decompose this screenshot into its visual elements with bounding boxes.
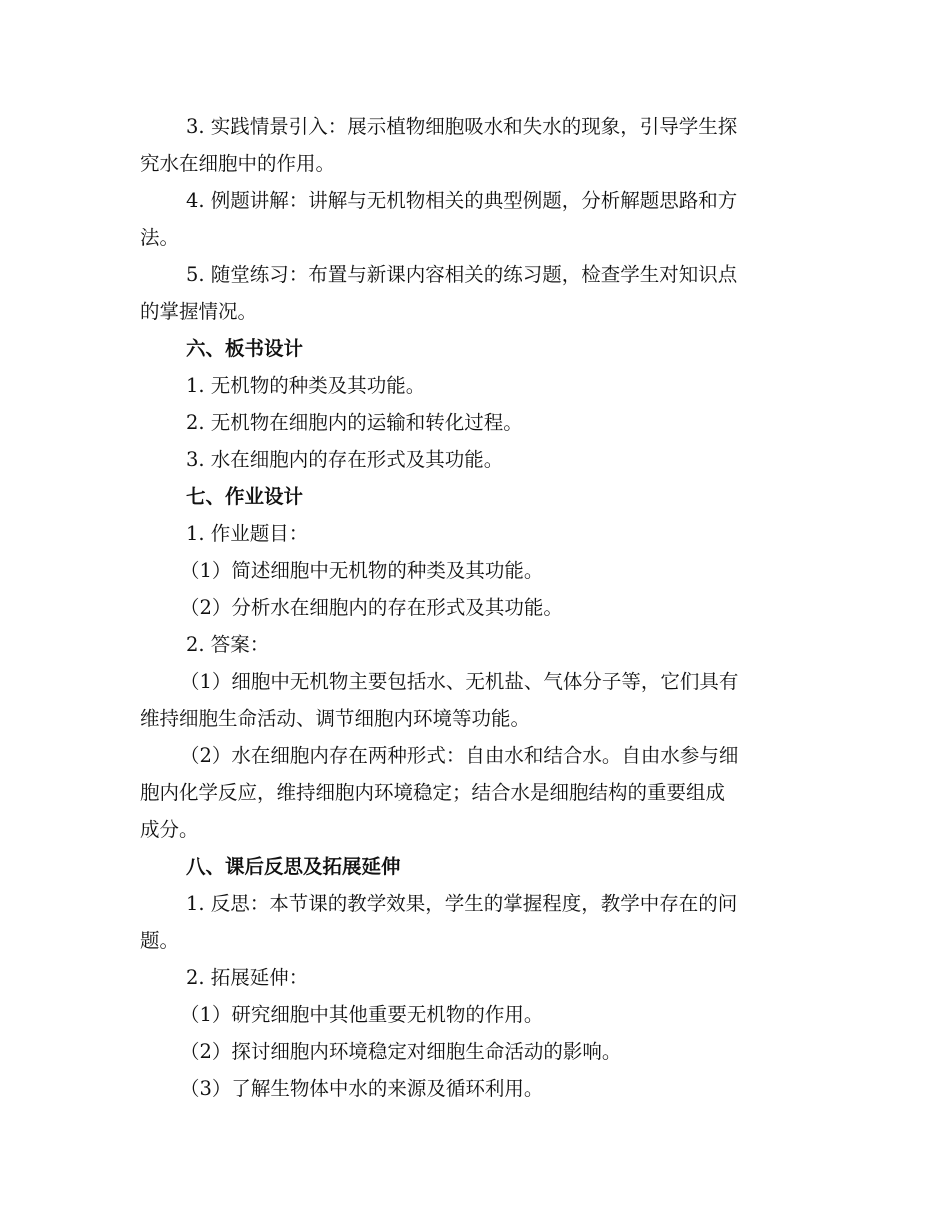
section-heading-board-design: 六、板书设计 bbox=[186, 337, 304, 360]
paragraph-example-explain: 4. 例题讲解：讲解与无机物相关的典型例题，分析解题思路和方 bbox=[186, 189, 738, 212]
homework-question-1: （1）简述细胞中无机物的种类及其功能。 bbox=[180, 559, 544, 582]
homework-question-2: （2）分析水在细胞内的存在形式及其功能。 bbox=[180, 596, 563, 619]
answer-1: （1）细胞中无机物主要包括水、无机盐、气体分子等，它们具有 bbox=[180, 670, 739, 693]
board-item-3: 3. 水在细胞内的存在形式及其功能。 bbox=[186, 448, 504, 471]
paragraph-example-explain-cont: 法。 bbox=[140, 226, 180, 249]
document-page bbox=[140, 108, 804, 1107]
paragraph-classroom-practice-cont: 的掌握情况。 bbox=[140, 300, 258, 323]
answer-2-cont-2: 成分。 bbox=[140, 818, 199, 841]
reflection-item: 1. 反思：本节课的教学效果，学生的掌握程度，教学中存在的问 bbox=[186, 892, 738, 915]
paragraph-classroom-practice: 5. 随堂练习：布置与新课内容相关的练习题，检查学生对知识点 bbox=[186, 263, 738, 286]
answers-label: 2. 答案： bbox=[186, 633, 270, 656]
extension-item-1: （1）研究细胞中其他重要无机物的作用。 bbox=[180, 1003, 544, 1026]
section-heading-homework: 七、作业设计 bbox=[186, 485, 304, 508]
extension-item-3: （3）了解生物体中水的来源及循环利用。 bbox=[180, 1077, 544, 1100]
paragraph-practice-intro: 3. 实践情景引入：展示植物细胞吸水和失水的现象，引导学生探 bbox=[186, 115, 738, 138]
paragraph-practice-intro-cont: 究水在细胞中的作用。 bbox=[140, 152, 336, 175]
reflection-item-cont: 题。 bbox=[140, 929, 180, 952]
extension-item-2: （2）探讨细胞内环境稳定对细胞生命活动的影响。 bbox=[180, 1040, 622, 1063]
answer-1-cont: 维持细胞生命活动、调节细胞内环境等功能。 bbox=[140, 707, 531, 730]
answer-2-cont: 胞内化学反应，维持细胞内环境稳定；结合水是细胞结构的重要组成 bbox=[140, 781, 726, 804]
board-item-1: 1. 无机物的种类及其功能。 bbox=[186, 374, 426, 397]
extension-label: 2. 拓展延伸： bbox=[186, 966, 309, 989]
homework-questions-label: 1. 作业题目： bbox=[186, 522, 309, 545]
answer-2: （2）水在细胞内存在两种形式：自由水和结合水。自由水参与细 bbox=[180, 744, 739, 767]
board-item-2: 2. 无机物在细胞内的运输和转化过程。 bbox=[186, 411, 523, 434]
section-heading-reflection: 八、课后反思及拓展延伸 bbox=[186, 855, 401, 878]
